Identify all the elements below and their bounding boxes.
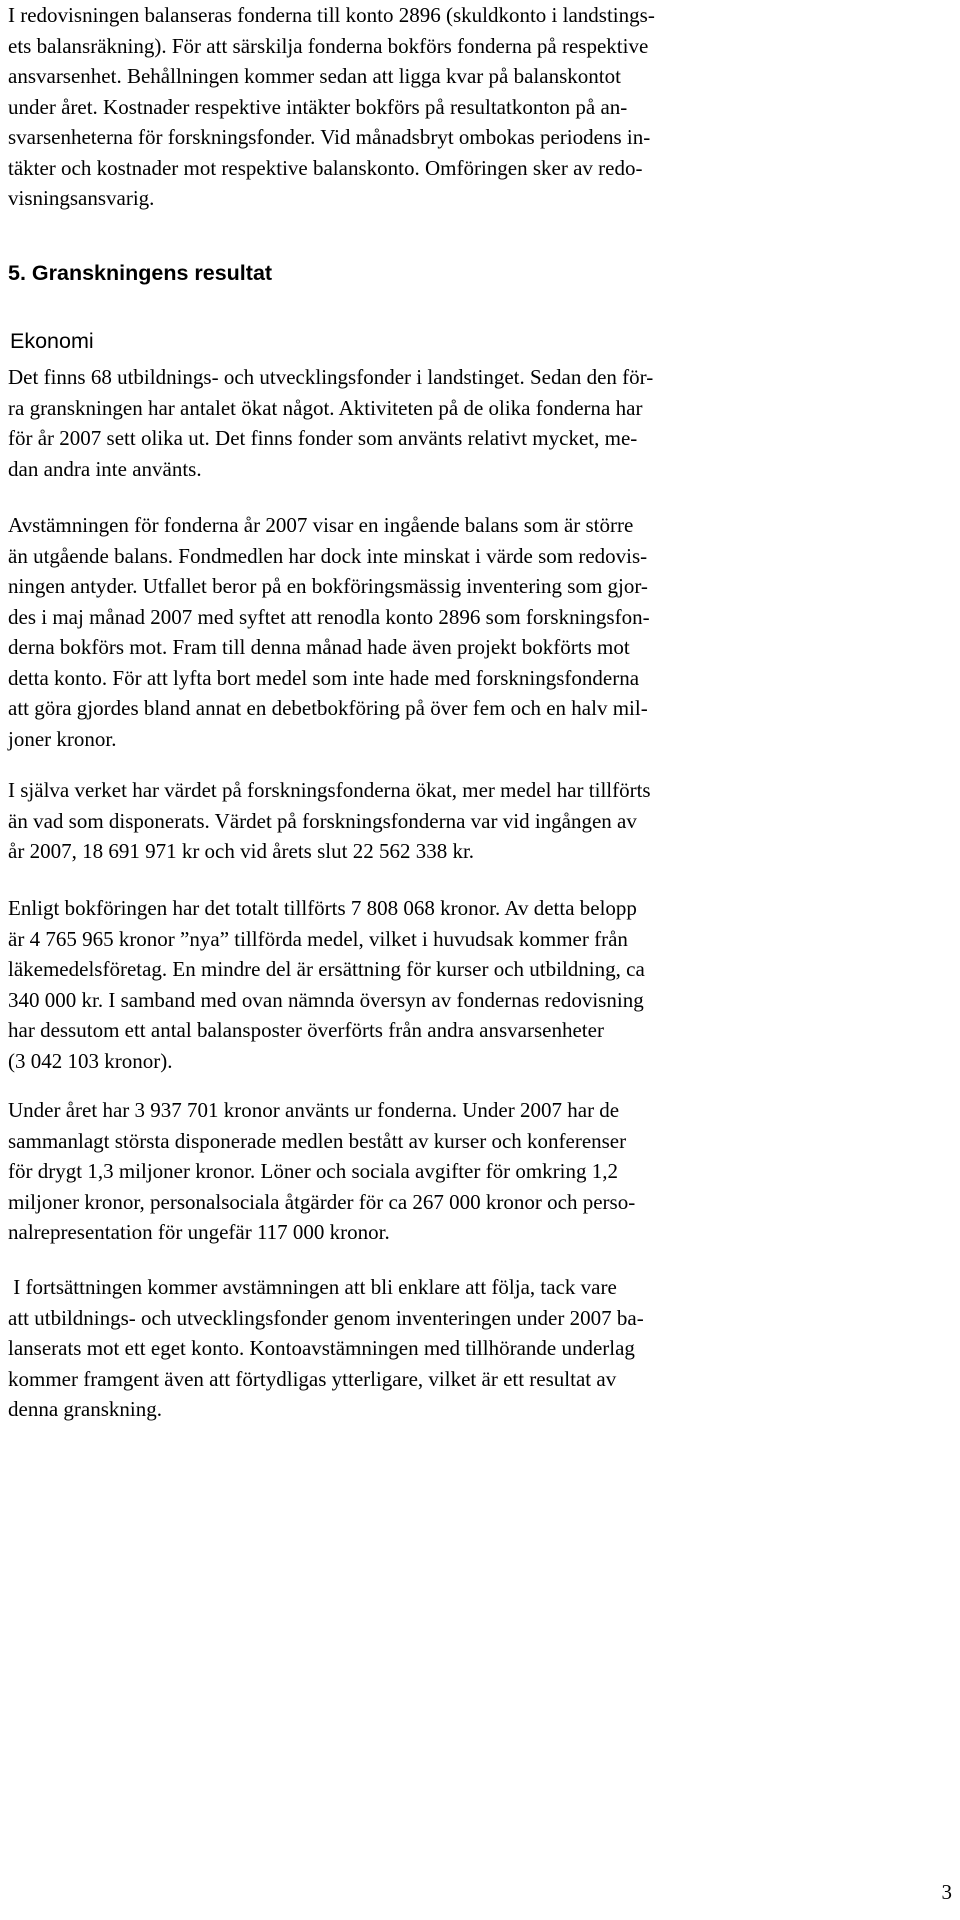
text-line: Avstämningen för fonderna år 2007 visar en ingående balans som är större [8, 513, 634, 537]
intro-paragraph [8, 0, 758, 214]
text-line: detta konto. För att lyfta bort medel som inte hade med forskningsfonderna [8, 665, 640, 690]
text-line: (3 042 103 kronor). [8, 1048, 173, 1073]
text-line: läkemedelsföretag. En mindre del är ersättning för kurser och utbildning, ca [8, 957, 645, 981]
text-line: ra granskningen har antalet ökat något. Aktiviteten på de olika fonderna har [8, 395, 643, 420]
text-line: Det finns 68 utbildnings- och utvecklingsfonder i landstinget. Sedan den för- [8, 365, 654, 389]
paragraph-fund-count [8, 362, 758, 484]
text-line: lanserats mot ett eget konto. Kontoavstämningen med tillhörande underlag [8, 1336, 635, 1360]
text-line: är 4 765 965 kronor ”nya” tillförda medel, vilket i huvudsak kommer från [8, 926, 628, 951]
text-line: des i maj månad 2007 med syftet att renodla konto 2896 som forskningsfon- [8, 604, 650, 629]
text-line: denna granskning. [8, 1397, 162, 1421]
text-line: nalrepresentation för ungefär 117 000 kronor. [8, 1220, 390, 1244]
text-line: har dessutom ett antal balansposter överförts från andra ansvarsenheter [8, 1018, 604, 1042]
text-line: svarsenheterna för forskningsfonder. Vid månadsbryt ombokas periodens in- [8, 125, 651, 149]
text-line: Under året har 3 937 701 kronor använts ur fonderna. Under 2007 har de [8, 1098, 620, 1122]
text-line: att göra gjordes bland annat en debetbokföring på över fem och en halv mil- [8, 696, 648, 720]
text-line: derna bokförs mot. Fram till denna månad hade även projekt bokförts mot [8, 635, 630, 659]
text-line: under året. Kostnader respektive intäkter bokförs på resultatkonton på an- [8, 94, 628, 119]
text-line: miljoner kronor, personalsociala åtgärder för ca 267 000 kronor och perso- [8, 1189, 636, 1214]
section-heading: 5. Granskningens resultat [8, 261, 273, 285]
text-line: kommer framgent även att förtydligas ytterligare, vilket är ett resultat av [8, 1366, 617, 1391]
paragraph-reconciliation [8, 510, 758, 754]
text-line: 340 000 kr. I samband med ovan nämnda översyn av fondernas redovisning [8, 987, 644, 1012]
paragraph-expenditure [8, 1095, 758, 1248]
text-line: I redovisningen balanseras fonderna till konto 2896 (skuldkonto i landstings- [8, 3, 655, 27]
page-number: 3 [941, 1880, 952, 1904]
paragraph-fund-value [8, 775, 758, 867]
text-line: I själva verket har värdet på forskningsfonderna ökat, mer medel har tillförts [8, 778, 651, 802]
text-line: dan andra inte använts. [8, 456, 202, 481]
paragraph-contributions [8, 893, 758, 1076]
text-line: Enligt bokföringen har det totalt tillförts 7 808 068 kronor. Av detta belopp [8, 896, 637, 920]
text-line: joner kronor. [8, 726, 117, 751]
text-line: visningsansvarig. [8, 186, 155, 210]
section-subheading: Ekonomi [10, 329, 94, 353]
text-line: än utgående balans. Fondmedlen har dock inte minskat i värde som redovis- [8, 543, 648, 568]
text-line: ansvarsenhet. Behållningen kommer sedan att ligga kvar på balanskontot [8, 64, 621, 88]
text-line: år 2007, 18 691 971 kr och vid årets slut 22 562 338 kr. [8, 839, 475, 863]
text-line: täkter och kostnader mot respektive balanskonto. Omföringen sker av redo- [8, 155, 643, 180]
text-line: än vad som disponerats. Värdet på forskningsfonderna var vid ingången av [8, 808, 637, 833]
paragraph-future-reconciliation [8, 1272, 758, 1425]
text-line: att utbildnings- och utvecklingsfonder genom inventeringen under 2007 ba- [8, 1305, 644, 1330]
text-line: sammanlagt största disponerade medlen bestått av kurser och konferenser [8, 1128, 627, 1153]
text-line: ningen antyder. Utfallet beror på en bokföringsmässig inventering som gjor- [8, 574, 648, 598]
text-line: I fortsättningen kommer avstämningen att bli enklare att följa, tack vare [8, 1275, 617, 1299]
text-line: för år 2007 sett olika ut. Det finns fonder som använts relativt mycket, me- [8, 426, 638, 450]
text-line: ets balansräkning). För att särskilja fonderna bokförs fonderna på respektive [8, 33, 649, 58]
text-line: för drygt 1,3 miljoner kronor. Löner och sociala avgifter för omkring 1,2 [8, 1159, 619, 1183]
